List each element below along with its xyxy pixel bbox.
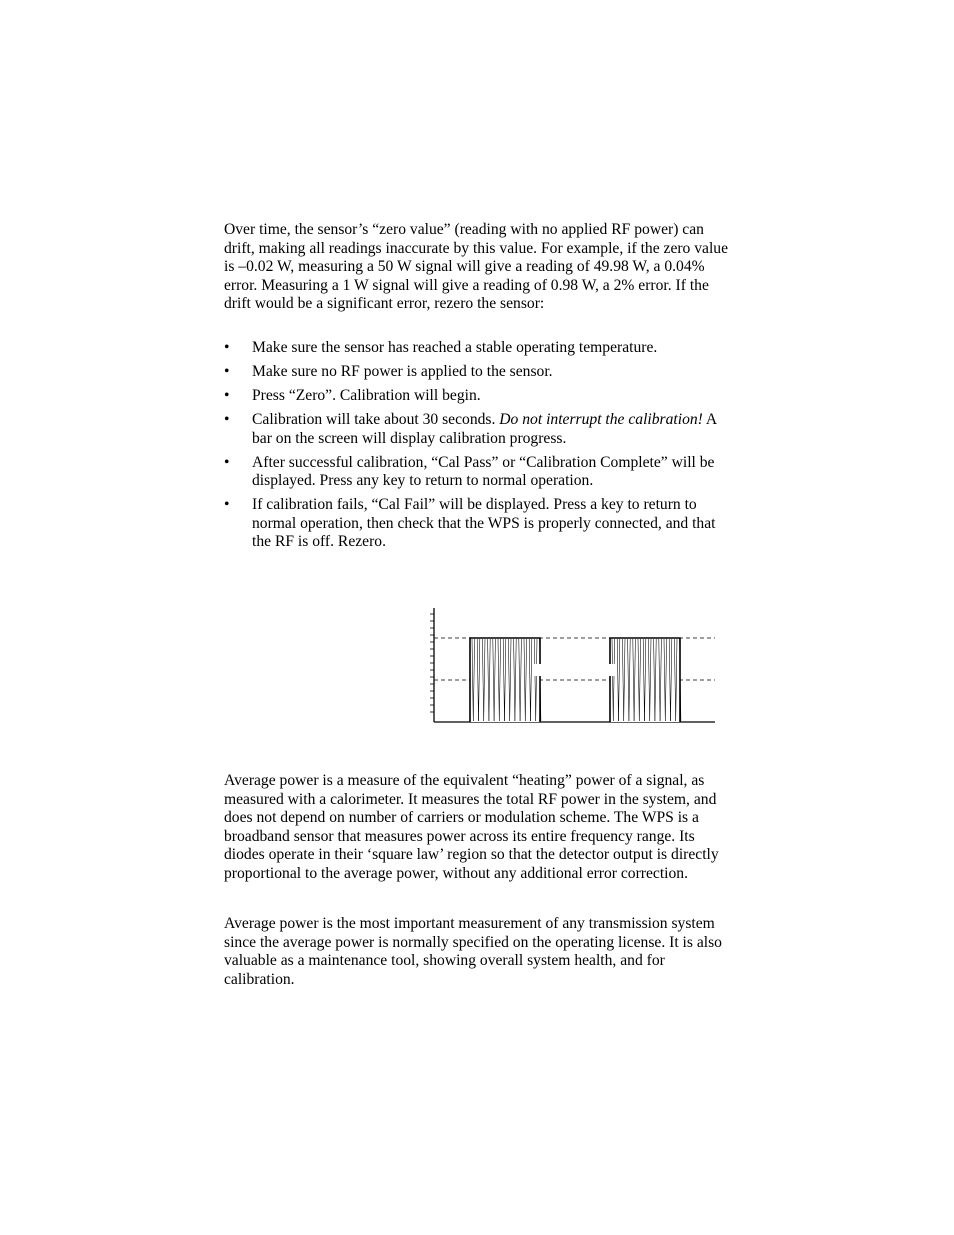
step-text: A bar on the screen will display calibration progress. — [252, 410, 717, 447]
bullet-icon: • — [224, 362, 230, 380]
step-text: Press “Zero”. Calibration will begin. — [252, 386, 481, 404]
rf-pulse-1 — [470, 638, 543, 722]
pulsed-rf-waveform-figure — [420, 602, 720, 732]
bullet-icon: • — [224, 386, 230, 404]
average-power-paragraph: Average power is a measure of the equivalent “heating” power of a signal, as measured with a calorimeter. It measures the total RF power in the system, and does not depend on number of carriers or modulation scheme. The WPS is a broadband sensor that measures power across its entire frequency range. Its diodes operate in their ‘square law’ region so that the detector output is directly proportional to the average power, without any additional error correction. — [224, 772, 719, 882]
bullet-icon: • — [224, 453, 230, 471]
step-text: If calibration fails, “Cal Fail” will be displayed. Press a key to return to normal operation, then check that the WPS is properly connected, and that the RF is off. Rezero. — [252, 496, 716, 551]
list-item — [224, 387, 736, 406]
list-item — [224, 363, 736, 382]
step-text: Make sure no RF power is applied to the sensor. — [252, 362, 553, 380]
step-text: Calibration will take about 30 seconds. — [252, 410, 500, 428]
rezero-steps-list — [224, 339, 736, 557]
bullet-icon: • — [224, 339, 230, 356]
list-item — [224, 411, 736, 448]
average-power-importance-paragraph: Average power is the most important measurement of any transmission system since the average power is normally specified on the operating license. It is also valuable as a maintenance tool, showing overall system health, and for calibration. — [224, 915, 722, 988]
list-item — [224, 339, 736, 358]
step-text: After successful calibration, “Cal Pass” or “Calibration Complete” will be displayed. Press any key to return to normal operation. — [252, 453, 715, 490]
list-item — [224, 454, 736, 491]
list-item — [224, 496, 736, 552]
warning-text: Do not interrupt the calibration! — [499, 410, 703, 428]
intro-paragraph: Over time, the sensor’s “zero value” (reading with no applied RF power) can drift, making all readings inaccurate by this value. For example, if the zero value is –0.02 W, measuring a 50 W signal will give a reading of 49.98 W, a 0.04% error. Measuring a 1 W signal will give a reading of 0.98 W, a 2% error. If the drift would be a significant error, rezero the sensor: — [224, 221, 729, 313]
bullet-icon: • — [224, 496, 230, 514]
rf-pulse-2 — [607, 638, 681, 722]
step-text: Make sure the sensor has reached a stable operating temperature. — [252, 339, 658, 356]
bullet-icon: • — [224, 410, 230, 428]
